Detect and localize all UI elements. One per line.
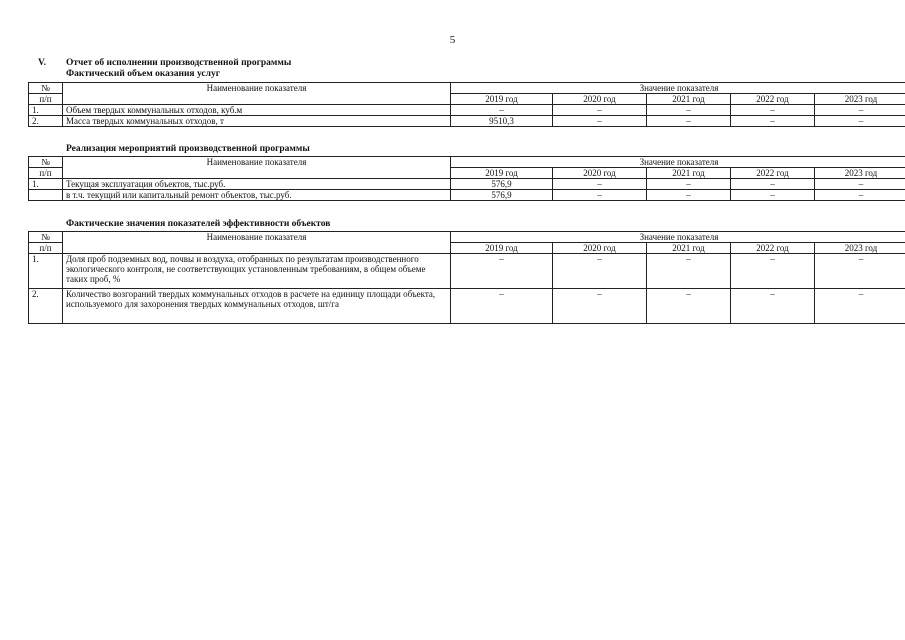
row-value: – [647, 105, 731, 116]
row-value: – [815, 179, 905, 190]
table-row [29, 179, 905, 190]
row-value: – [553, 179, 647, 190]
row-value: 576,9 [451, 190, 553, 201]
col-no-sub-header: п/п [29, 94, 63, 105]
col-name-header: Наименование показателя [63, 232, 451, 254]
table2-subtitle: Реализация мероприятий производственной программы [66, 144, 310, 154]
page-number: 5 [449, 34, 456, 46]
row-value: – [553, 289, 647, 324]
year-header: 2023 год [815, 243, 905, 254]
year-header: 2021 год [647, 94, 731, 105]
section-title: Отчет об исполнении производственной программы [66, 58, 292, 68]
row-number [29, 190, 63, 201]
year-header: 2022 год [731, 94, 815, 105]
year-header: 2022 год [731, 243, 815, 254]
year-header: 2020 год [553, 168, 647, 179]
year-header: 2019 год [451, 243, 553, 254]
year-header: 2019 год [451, 94, 553, 105]
row-name: Количество возгораний твердых коммунальных отходов в расчете на единицу площади объекта, используемого для захоронения твердых коммунальных отходов, шт/га [63, 289, 451, 324]
row-value: – [731, 289, 815, 324]
row-number: 2. [29, 116, 63, 127]
row-name: Текущая эксплуатация объектов, тыс.руб. [63, 179, 451, 190]
row-name: Доля проб подземных вод, почвы и воздуха, отобранных по результатам производственного экологического контроля, не соответствующих установленным требованиям, в общем объеме таких проб, % [63, 254, 451, 289]
table-services-volume [28, 82, 905, 127]
table1-subtitle: Фактический объем оказания услуг [66, 69, 221, 79]
row-value: – [647, 254, 731, 289]
col-value-header: Значение показателя [451, 232, 905, 243]
row-value: – [815, 116, 905, 127]
table3-subtitle: Фактические значения показателей эффективности объектов [66, 219, 331, 229]
col-value-header: Значение показателя [451, 83, 905, 94]
row-value: – [647, 190, 731, 201]
year-header: 2023 год [815, 168, 905, 179]
row-value: – [553, 105, 647, 116]
row-value: – [553, 116, 647, 127]
row-value: – [815, 289, 905, 324]
table-row [29, 116, 905, 127]
year-header: 2023 год [815, 94, 905, 105]
year-header: 2021 год [647, 168, 731, 179]
row-value: – [815, 190, 905, 201]
col-no-header: № [29, 157, 63, 168]
col-no-header: № [29, 232, 63, 243]
row-value: – [647, 116, 731, 127]
year-header: 2020 год [553, 243, 647, 254]
col-name-header: Наименование показателя [63, 157, 451, 179]
year-header: 2019 год [451, 168, 553, 179]
table-row [29, 190, 905, 201]
row-value: – [451, 105, 553, 116]
row-number: 1. [29, 254, 63, 289]
table-row [29, 254, 905, 289]
row-value: – [815, 254, 905, 289]
row-number: 2. [29, 289, 63, 324]
col-no-sub-header: п/п [29, 243, 63, 254]
col-value-header: Значение показателя [451, 157, 905, 168]
table-program-measures [28, 156, 905, 201]
row-value: – [553, 190, 647, 201]
row-value: – [451, 289, 553, 324]
year-header: 2021 год [647, 243, 731, 254]
row-value: – [647, 179, 731, 190]
row-value: – [647, 289, 731, 324]
row-value: – [815, 105, 905, 116]
row-name: в т.ч. текущий или капитальный ремонт объектов, тыс.руб. [63, 190, 451, 201]
col-no-header: № [29, 83, 63, 94]
row-value: – [731, 105, 815, 116]
table-row [29, 105, 905, 116]
row-value: – [731, 179, 815, 190]
row-name: Масса твердых коммунальных отходов, т [63, 116, 451, 127]
table-efficiency-indicators [28, 231, 905, 324]
year-header: 2020 год [553, 94, 647, 105]
section-number: V. [38, 58, 47, 68]
row-value: – [451, 254, 553, 289]
row-value: 9510,3 [451, 116, 553, 127]
col-name-header: Наименование показателя [63, 83, 451, 105]
col-no-sub-header: п/п [29, 168, 63, 179]
year-header: 2022 год [731, 168, 815, 179]
row-value: – [553, 254, 647, 289]
row-value: 576,9 [451, 179, 553, 190]
row-name: Объем твердых коммунальных отходов, куб.м [63, 105, 451, 116]
section-heading [38, 58, 291, 69]
row-value: – [731, 116, 815, 127]
row-value: – [731, 190, 815, 201]
row-value: – [731, 254, 815, 289]
row-number: 1. [29, 179, 63, 190]
row-number: 1. [29, 105, 63, 116]
table-row [29, 289, 905, 324]
